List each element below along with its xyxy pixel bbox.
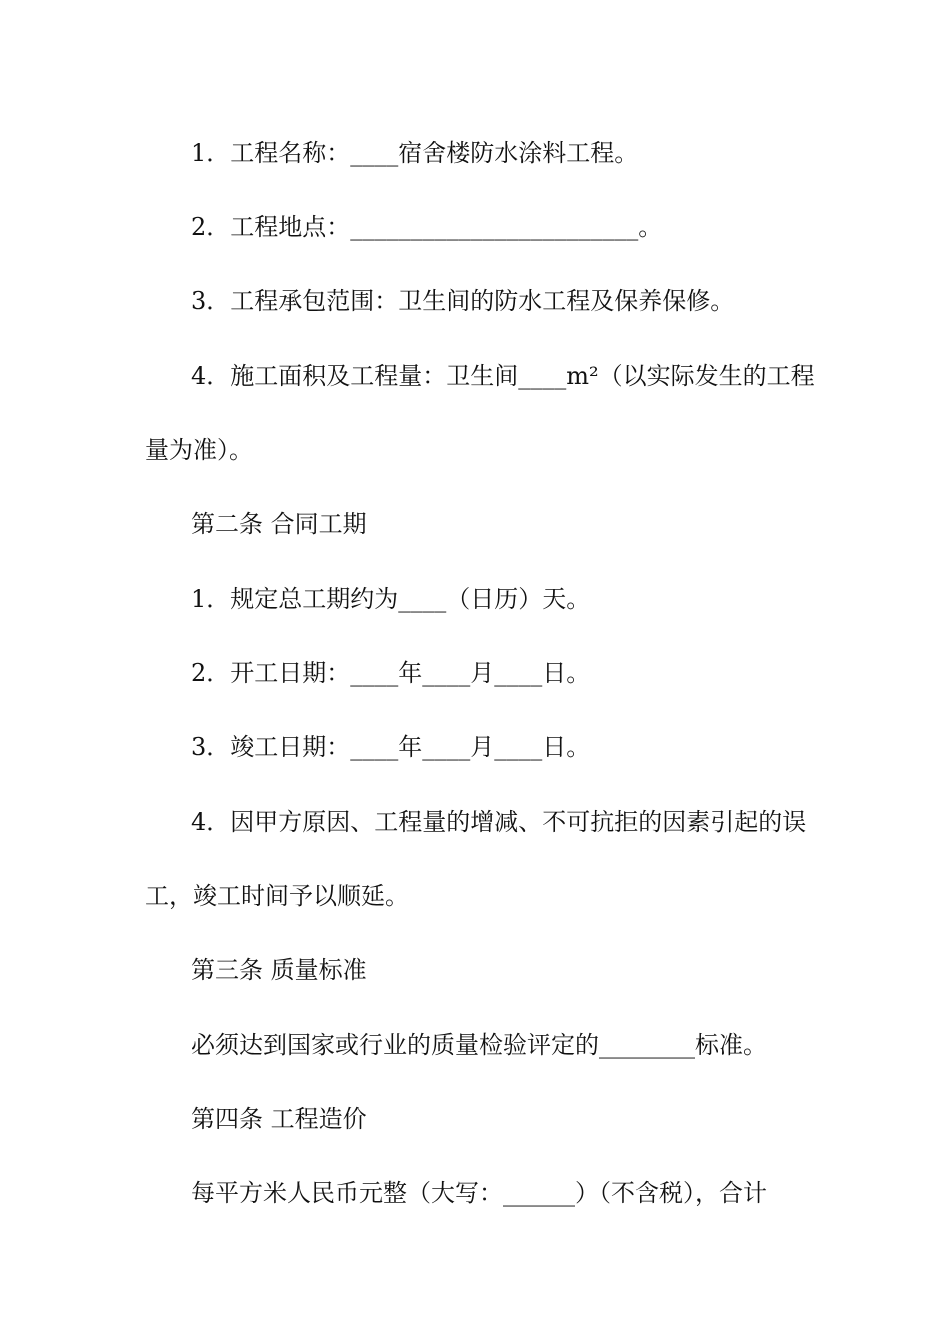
section-heading-quality: 第三条 质量标准 xyxy=(191,956,367,984)
item-project-name: 1．工程名称：____宿舍楼防水涂料工程。 xyxy=(191,139,639,167)
item-delay-clause-cont: 工，竣工时间予以顺延。 xyxy=(145,882,409,910)
item-delay-clause: 4．因甲方原因、工程量的增减、不可抗拒的因素引起的误 xyxy=(191,808,807,836)
item-quality-standard: 必须达到国家或行业的质量检验评定的________标准。 xyxy=(191,1031,767,1059)
item-construction-area-cont: 量为准）。 xyxy=(145,436,253,464)
item-project-location: 2．工程地点：________________________。 xyxy=(191,213,663,241)
item-unit-price: 每平方米人民币元整（大写：______）（不含税），合计 xyxy=(191,1179,767,1207)
item-completion-date: 3．竣工日期：____年____月____日。 xyxy=(191,733,591,761)
item-total-duration: 1．规定总工期约为____（日历）天。 xyxy=(191,585,591,613)
section-heading-price: 第四条 工程造价 xyxy=(191,1105,367,1133)
item-construction-area: 4．施工面积及工程量：卫生间____m²（以实际发生的工程 xyxy=(191,362,815,390)
section-heading-contract-period: 第二条 合同工期 xyxy=(191,510,367,538)
item-contract-scope: 3．工程承包范围：卫生间的防水工程及保养保修。 xyxy=(191,287,735,315)
item-start-date: 2．开工日期：____年____月____日。 xyxy=(191,659,591,687)
